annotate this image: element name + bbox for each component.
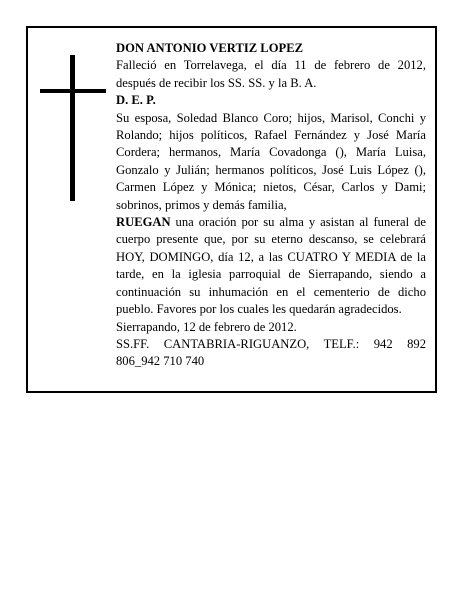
ruegan-label: RUEGAN [116, 215, 171, 230]
cross-icon [40, 55, 110, 201]
death-info: Falleció en Torrelavega, el día 11 de febrero de 2012, después de recibir los SS. SS. y la B. A. [116, 58, 426, 90]
dep-label: D. E. P. [116, 93, 156, 108]
deceased-name: DON ANTONIO VERTIZ LOPEZ [116, 41, 303, 55]
family-list: Su esposa, Soledad Blanco Coro; hijos, Marisol, Conchi y Rolando; hijos políticos, Rafael Fernández y José María Cordera; hermanos, María Covadonga (), María Luisa, Gonzalo y Julián; hermanos políticos, José Luis López (), Carmen López y Mónica; nietos, César, Carlos y Dami; sobrinos, primos y demás familia, [116, 110, 426, 212]
notice-text [116, 40, 426, 371]
funeral-request [116, 214, 426, 318]
place-date: Sierrapando, 12 de febrero de 2012. [116, 319, 297, 334]
obituary-notice [26, 26, 437, 393]
funeral-home: SS.FF. CANTABRIA-RIGUANZO, TELF.: 942 892 806_942 710 740 [116, 336, 426, 369]
cross-vertical-bar [70, 55, 75, 201]
request-text: una oración por su alma y asistan al funeral de cuerpo presente que, por su eterno descanso, se celebrará HOY, DOMINGO, día 12, a las CUATRO Y MEDIA de la tarde, en la iglesia parroquial de Sierrapando, siendo a continuación su inhumación en el cementerio de dicho pueblo. Favores por los cuales les quedarán agradecidos. [116, 215, 426, 317]
cross-horizontal-bar [40, 89, 106, 93]
